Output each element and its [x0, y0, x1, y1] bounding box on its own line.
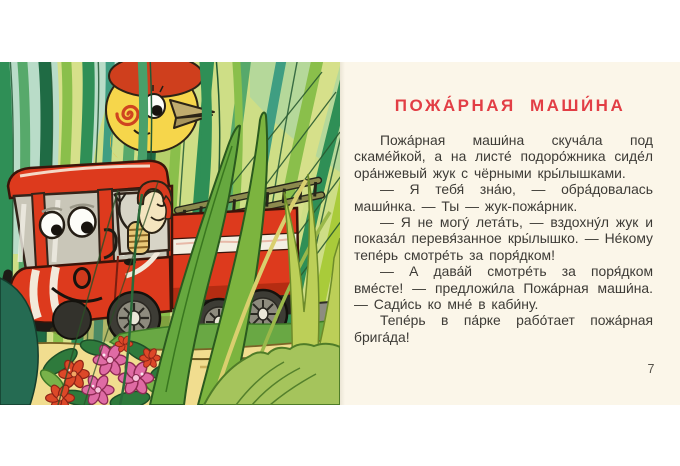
story-title: ПОЖА́РНАЯ МАШИ́НА [394, 96, 626, 115]
page-number: 7 [647, 362, 655, 376]
story-text [354, 132, 653, 345]
story-paragraph: — Я тебя́ зна́ю, — обра́довалась маши́нка. — Ты — жук-пожа́рник. [354, 181, 653, 214]
text-page [340, 62, 680, 405]
bird-red-cap [109, 62, 203, 97]
page-spine-shadow [340, 62, 345, 405]
illustration-page [0, 62, 340, 405]
story-paragraph: — Я не могу́ лета́ть, — вздохну́л жук и показа́л перевя́занное кры́лышко. — Не́кому тепе́рь смотре́ть за поря́дком! [354, 214, 653, 263]
story-paragraph: Тепе́рь в па́рке рабо́тает пожа́рная брига́да! [354, 312, 653, 345]
story-paragraph: — А дава́й смотре́ть за поря́дком вме́сте! — предложи́ла Пожа́рная маши́на. — Сади́сь ко мне́ в каби́ну. [354, 263, 653, 313]
book-spread [0, 62, 680, 405]
fire-truck-illustration [0, 62, 340, 405]
story-paragraph: Пожа́рная маши́на скуча́ла под скаме́йкой, а на листе́ подоро́жника сиде́л ора́нжевый жук с чёрными кры́лышками. [354, 132, 653, 181]
truck-headlight [75, 269, 90, 288]
